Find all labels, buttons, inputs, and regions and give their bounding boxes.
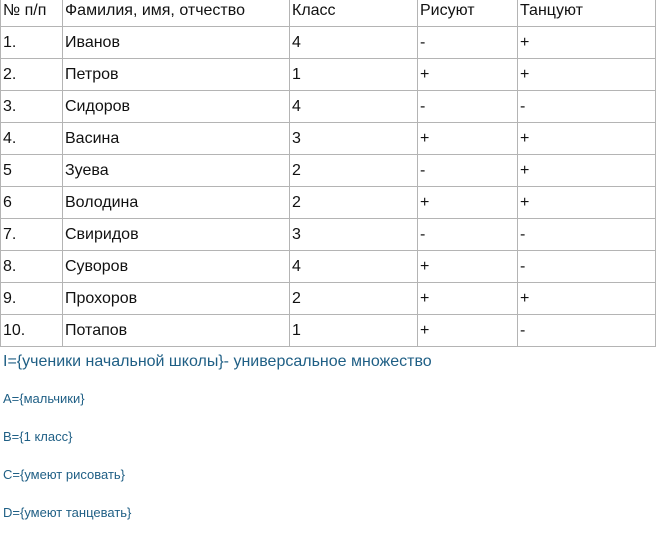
cell-number: 2. xyxy=(1,59,63,91)
cell-name: Васина xyxy=(63,123,290,155)
cell-draw: - xyxy=(418,155,518,187)
header-number: № п/п xyxy=(1,0,63,27)
table-row xyxy=(1,251,656,283)
table-row xyxy=(1,187,656,219)
cell-name: Зуева xyxy=(63,155,290,187)
cell-number: 9. xyxy=(1,283,63,315)
header-dance: Танцуют xyxy=(518,0,656,27)
cell-name: Иванов xyxy=(63,27,290,59)
cell-class: 3 xyxy=(290,123,418,155)
cell-draw: - xyxy=(418,27,518,59)
cell-dance: + xyxy=(518,59,656,91)
header-name: Фамилия, имя, отчество xyxy=(63,0,290,27)
cell-name: Свиридов xyxy=(63,219,290,251)
cell-draw: + xyxy=(418,251,518,283)
cell-draw: + xyxy=(418,187,518,219)
cell-class: 3 xyxy=(290,219,418,251)
table-row xyxy=(1,59,656,91)
header-class: Класс xyxy=(290,0,418,27)
cell-class: 1 xyxy=(290,315,418,347)
cell-name: Потапов xyxy=(63,315,290,347)
set-definitions xyxy=(3,352,432,542)
table-row xyxy=(1,283,656,315)
cell-class: 2 xyxy=(290,155,418,187)
cell-dance: + xyxy=(518,27,656,59)
set-c-line: C={умеют рисовать} xyxy=(3,467,126,482)
table-row xyxy=(1,315,656,347)
cell-number: 6 xyxy=(1,187,63,219)
cell-draw: + xyxy=(418,315,518,347)
cell-number: 4. xyxy=(1,123,63,155)
cell-dance: + xyxy=(518,123,656,155)
cell-number: 5 xyxy=(1,155,63,187)
cell-draw: + xyxy=(418,59,518,91)
cell-draw: - xyxy=(418,91,518,123)
set-b-line: B={1 класс} xyxy=(3,429,73,444)
cell-draw: + xyxy=(418,283,518,315)
cell-class: 2 xyxy=(290,187,418,219)
cell-class: 2 xyxy=(290,283,418,315)
table-row xyxy=(1,155,656,187)
table-row xyxy=(1,27,656,59)
cell-number: 8. xyxy=(1,251,63,283)
cell-dance: - xyxy=(518,219,656,251)
cell-draw: + xyxy=(418,123,518,155)
cell-class: 1 xyxy=(290,59,418,91)
set-d-line: D={умеют танцевать} xyxy=(3,505,132,520)
cell-name: Петров xyxy=(63,59,290,91)
cell-draw: - xyxy=(418,219,518,251)
cell-number: 10. xyxy=(1,315,63,347)
cell-name: Володина xyxy=(63,187,290,219)
table-row xyxy=(1,91,656,123)
table-row xyxy=(1,123,656,155)
cell-name: Сидоров xyxy=(63,91,290,123)
set-a-line: A={мальчики} xyxy=(3,391,85,406)
cell-dance: - xyxy=(518,315,656,347)
table-header-row xyxy=(1,0,656,27)
cell-dance: + xyxy=(518,155,656,187)
cell-number: 1. xyxy=(1,27,63,59)
cell-dance: + xyxy=(518,187,656,219)
header-draw: Рисуют xyxy=(418,0,518,27)
cell-name: Прохоров xyxy=(63,283,290,315)
cell-dance: - xyxy=(518,91,656,123)
cell-number: 7. xyxy=(1,219,63,251)
cell-class: 4 xyxy=(290,91,418,123)
cell-dance: + xyxy=(518,283,656,315)
cell-name: Суворов xyxy=(63,251,290,283)
cell-dance: - xyxy=(518,251,656,283)
universal-set-line: I={ученики начальной школы}- универсальное множество xyxy=(3,353,432,370)
cell-number: 3. xyxy=(1,91,63,123)
table-row xyxy=(1,219,656,251)
cell-class: 4 xyxy=(290,251,418,283)
cell-class: 4 xyxy=(290,27,418,59)
